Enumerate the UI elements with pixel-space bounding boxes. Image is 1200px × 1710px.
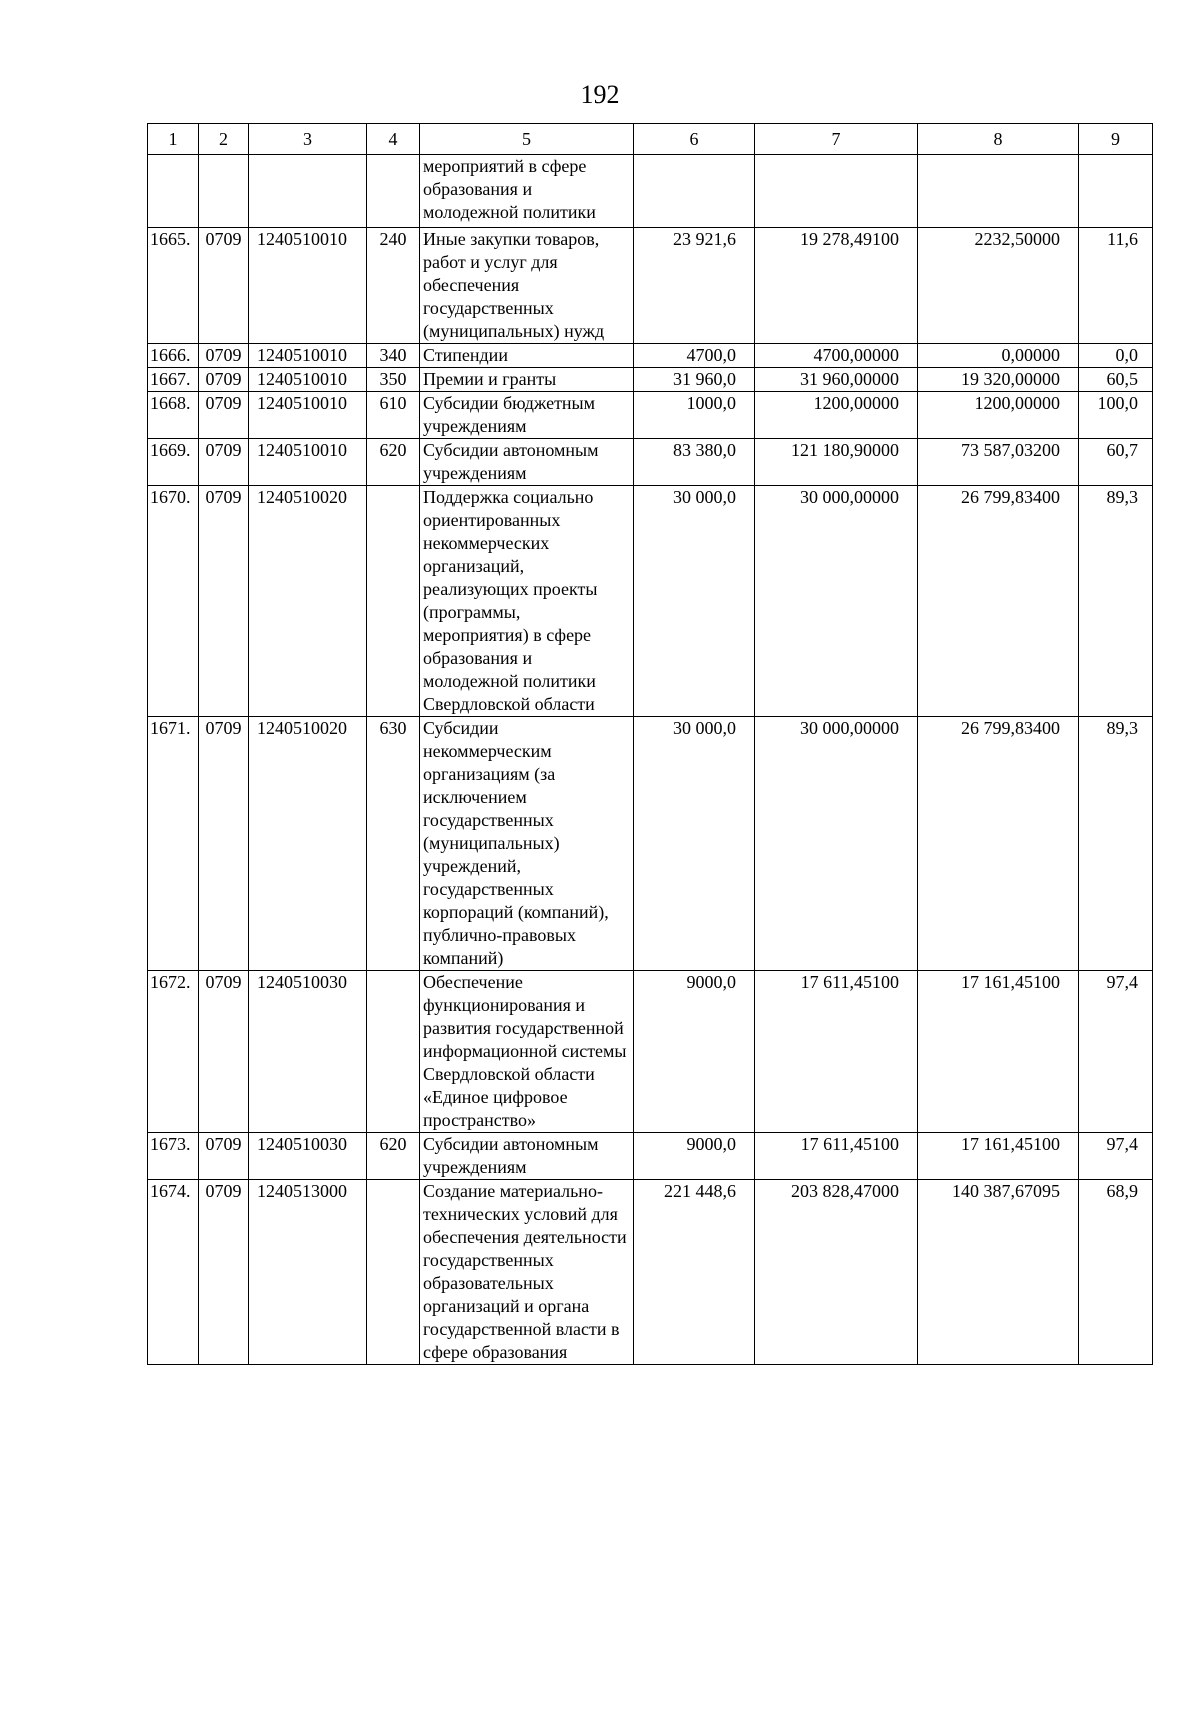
cell-section: 0709 [199,486,249,717]
cell-number: 1671. [148,717,199,971]
cell-executed: 26 799,83400 [918,717,1079,971]
cell-plan: 30 000,0 [634,486,755,717]
table-row-continuation [148,155,1153,228]
cell-plan: 23 921,6 [634,228,755,344]
cell-section: 0709 [199,344,249,368]
cell-section: 0709 [199,717,249,971]
cell-number: 1669. [148,439,199,486]
header-col-4: 4 [367,124,420,155]
table-row [148,228,1153,344]
cell-number: 1672. [148,971,199,1133]
table-row [148,486,1153,717]
cell-executed: 2232,50000 [918,228,1079,344]
cell-type [367,1180,420,1365]
cell-name: Стипендии [420,344,634,368]
cell-name: Иные закупки товаров, работ и услуг для обеспечения государственных (муниципальных) нужд [420,228,634,344]
cell-plan: 9000,0 [634,1133,755,1180]
cell-plan: 221 448,6 [634,1180,755,1365]
cell-refined: 17 611,45100 [755,971,918,1133]
cell-target: 1240510010 [249,439,367,486]
cell-target: 1240510020 [249,486,367,717]
cell-target: 1240510030 [249,971,367,1133]
cell-percent: 68,9 [1079,1180,1153,1365]
table-row [148,1180,1153,1365]
cell-plan [634,155,755,228]
table-row [148,717,1153,971]
cell-plan: 83 380,0 [634,439,755,486]
cell-name: Обеспечение функционирования и развития государственной информационной системы Свердловской области «Единое цифровое пространство» [420,971,634,1133]
cell-type: 610 [367,392,420,439]
cell-executed [918,155,1079,228]
header-col-6: 6 [634,124,755,155]
table-row [148,392,1153,439]
table-row [148,368,1153,392]
cell-plan: 31 960,0 [634,368,755,392]
cell-refined: 17 611,45100 [755,1133,918,1180]
cell-name: Премии и гранты [420,368,634,392]
cell-percent: 100,0 [1079,392,1153,439]
cell-percent [1079,155,1153,228]
table-header [148,124,1153,155]
cell-type [367,155,420,228]
cell-plan: 4700,0 [634,344,755,368]
cell-number: 1667. [148,368,199,392]
cell-section: 0709 [199,1180,249,1365]
cell-target: 1240510010 [249,228,367,344]
header-col-1: 1 [148,124,199,155]
cell-type: 630 [367,717,420,971]
cell-refined: 203 828,47000 [755,1180,918,1365]
cell-number: 1666. [148,344,199,368]
cell-percent: 60,5 [1079,368,1153,392]
cell-plan: 30 000,0 [634,717,755,971]
cell-type [367,971,420,1133]
cell-executed: 17 161,45100 [918,971,1079,1133]
cell-refined [755,155,918,228]
cell-target: 1240510010 [249,368,367,392]
cell-section: 0709 [199,368,249,392]
cell-refined: 30 000,00000 [755,486,918,717]
cell-type: 620 [367,439,420,486]
cell-type: 620 [367,1133,420,1180]
cell-target: 1240510020 [249,717,367,971]
header-col-2: 2 [199,124,249,155]
cell-percent: 89,3 [1079,486,1153,717]
cell-number: 1674. [148,1180,199,1365]
cell-executed: 1200,00000 [918,392,1079,439]
cell-executed: 17 161,45100 [918,1133,1079,1180]
cell-target [249,155,367,228]
cell-executed: 0,00000 [918,344,1079,368]
cell-percent: 0,0 [1079,344,1153,368]
cell-name: Субсидии автономным учреждениям [420,1133,634,1180]
cell-name: Субсидии некоммерческим организациям (за исключением государственных (муниципальных) учреждений, государственных корпораций (компаний), публично-правовых компаний) [420,717,634,971]
cell-percent: 89,3 [1079,717,1153,971]
cell-refined: 30 000,00000 [755,717,918,971]
cell-name: Поддержка социально ориентированных некоммерческих организаций, реализующих проекты (программы, мероприятия) в сфере образования и молодежной политики Свердловской области [420,486,634,717]
cell-type: 350 [367,368,420,392]
cell-number: 1668. [148,392,199,439]
table-row [148,971,1153,1133]
cell-number: 1665. [148,228,199,344]
cell-section [199,155,249,228]
header-col-8: 8 [918,124,1079,155]
cell-number: 1673. [148,1133,199,1180]
budget-table [147,123,1153,1365]
cell-target: 1240513000 [249,1180,367,1365]
cell-plan: 9000,0 [634,971,755,1133]
cell-target: 1240510030 [249,1133,367,1180]
header-row [148,124,1153,155]
cell-executed: 19 320,00000 [918,368,1079,392]
cell-section: 0709 [199,1133,249,1180]
header-col-9: 9 [1079,124,1153,155]
cell-type: 240 [367,228,420,344]
cell-percent: 97,4 [1079,1133,1153,1180]
cell-section: 0709 [199,439,249,486]
header-col-7: 7 [755,124,918,155]
cell-percent: 11,6 [1079,228,1153,344]
cell-percent: 60,7 [1079,439,1153,486]
table-row [148,439,1153,486]
cell-name: Создание материально-технических условий для обеспечения деятельности государственных образовательных организаций и органа государственной власти в сфере образования [420,1180,634,1365]
cell-target: 1240510010 [249,344,367,368]
cell-refined: 1200,00000 [755,392,918,439]
table-body [148,155,1153,1365]
cell-refined: 19 278,49100 [755,228,918,344]
cell-section: 0709 [199,971,249,1133]
cell-executed: 26 799,83400 [918,486,1079,717]
cell-number: 1670. [148,486,199,717]
cell-name: мероприятий в сфере образования и молодежной политики [420,155,634,228]
cell-refined: 121 180,90000 [755,439,918,486]
cell-name: Субсидии бюджетным учреждениям [420,392,634,439]
header-col-3: 3 [249,124,367,155]
cell-name: Субсидии автономным учреждениям [420,439,634,486]
cell-section: 0709 [199,392,249,439]
table-row [148,344,1153,368]
cell-type [367,486,420,717]
page-number: 192 [580,80,620,109]
cell-executed: 73 587,03200 [918,439,1079,486]
cell-section: 0709 [199,228,249,344]
cell-target: 1240510010 [249,392,367,439]
cell-refined: 31 960,00000 [755,368,918,392]
table-row [148,1133,1153,1180]
cell-number [148,155,199,228]
cell-type: 340 [367,344,420,368]
header-col-5: 5 [420,124,634,155]
cell-refined: 4700,00000 [755,344,918,368]
cell-executed: 140 387,67095 [918,1180,1079,1365]
cell-percent: 97,4 [1079,971,1153,1133]
cell-plan: 1000,0 [634,392,755,439]
